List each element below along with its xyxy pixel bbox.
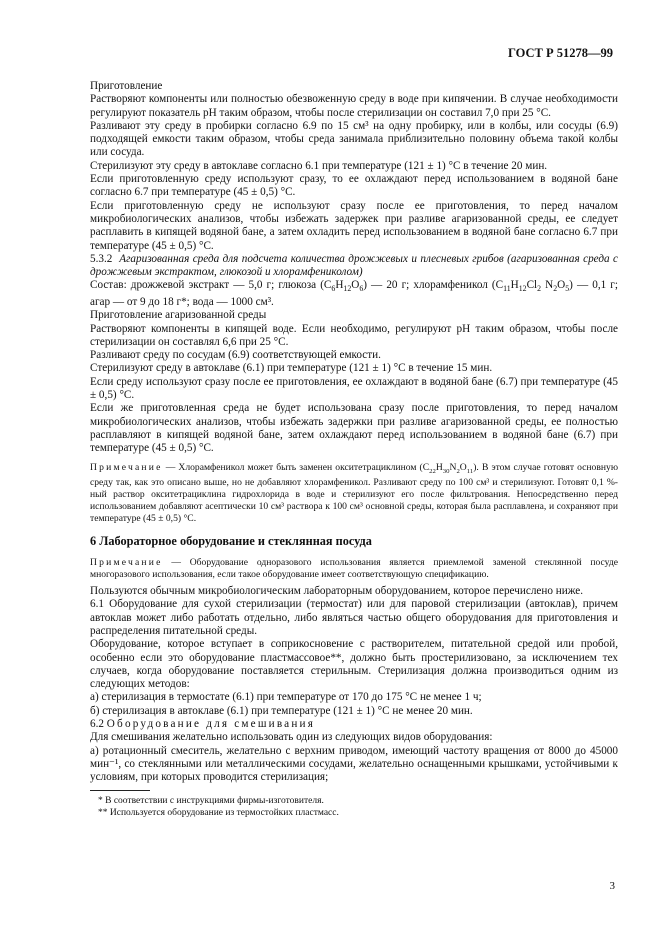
text-run: N xyxy=(541,279,554,292)
paragraph-preparation-heading: Приготовление xyxy=(90,80,163,92)
text-run: — Хлорамфеникол может быть заменен окситетрациклином (C xyxy=(162,461,430,473)
section-6-heading: 6 Лабораторное оборудование и стеклянная посуда xyxy=(90,534,372,549)
subscript: 6 xyxy=(359,284,364,294)
paragraph: Если приготовленную среду не используют сразу после ее приготовления, то перед началом микробиологических анализов, чтобы избежать задержек при разливе агаризованной среды, ее следует расплавить в кипящей водяной бане, а затем охладить перед использованием в водяной бане согласно 6.7 при температуре (45 ± 0,5) °С. xyxy=(90,199,618,252)
note-label: Примечание xyxy=(90,557,163,569)
subscript: 22 xyxy=(429,467,436,475)
text-run: — Оборудование одноразового использования является приемлемой заменой стеклянной посуде многоразового использования, если такое оборудование имеет соответствующую спецификацию. xyxy=(90,557,618,581)
subscript: 11 xyxy=(503,284,511,294)
text-run: O xyxy=(351,279,360,292)
footnote-1: * В соответствии с инструкциями фирмы-изготовителя. xyxy=(98,796,324,807)
page-content xyxy=(90,80,618,819)
subscript: 2 xyxy=(553,284,558,294)
paragraph: Стерилизуют эту среду в автоклаве согласно 6.1 при температуре (121 ± 1) °С в течение 20 мин. xyxy=(90,159,548,172)
footnote-divider xyxy=(90,790,150,791)
subscript: 2 xyxy=(537,284,542,294)
text-run: H xyxy=(435,461,443,473)
section-5-3-2 xyxy=(90,253,618,280)
text-run: Cl xyxy=(526,279,538,292)
subscript: 6 xyxy=(331,284,336,294)
paragraph: Разливают эту среду в пробирки согласно 6.9 по 15 см³ на одну пробирку, или в колбы, или сосуды (6.9) подходящей емкости таким образом, чтобы среда занимала приблизительно половину объема такой колбы или сосуда. xyxy=(90,119,618,159)
note-disposable-equipment xyxy=(90,557,618,581)
paragraph: Оборудование, которое вступает в соприкосновение с растворителем, питательной средой или пробой, особенно если это оборудование пластмассовое**, должно быть простерилизовано, за исключением тех случаев, когда оборудование поставляется стерильным. Стерилизация должна производиться одним из следующих методов: xyxy=(90,638,618,691)
subscript: 12 xyxy=(343,284,352,294)
section-title: Агаризованная среда для подсчета количества дрожжевых и плесневых грибов (агаризованная среда с дрожжевым экстрактом, глюкозой и хлорамфениколом) xyxy=(90,252,618,279)
paragraph: Разливают среду по сосудам (6.9) соответствующей емкости. xyxy=(90,349,381,362)
note-label: Примечание xyxy=(90,461,163,473)
text-run: H xyxy=(335,279,344,292)
text-run: N xyxy=(449,461,457,473)
text-run: O xyxy=(459,461,467,473)
footnote-2: ** Используется оборудование из термостойких пластмасс. xyxy=(98,808,339,819)
subsection-6-2 xyxy=(90,718,618,731)
text-run: ). В этом случае готовят основную среду так, как это описано выше, но не добавляют хлорамфеникол. Разливают среду по 100 см³ и стерилизуют. Готовят 0,1 %-ный раствор окситетрациклина гидрохлорида в воде и стерилизуют его после фильтрования. Непосредственно перед использованием добавляют асептически 10 см³ раствора к 100 см³ основной среды, которая была расплавлена, и сохраняют при температуре (45 ± 0,5) °С. xyxy=(90,461,618,524)
list-item: а) стерилизация в термостате (6.1) при температуре от 170 до 175 °С не менее 1 ч; xyxy=(90,691,482,704)
paragraph: Растворяют компоненты в кипящей воде. Если необходимо, регулируют pH таким образом, чтобы после стерилизации он составлял 6,6 при 25 °С. xyxy=(90,322,618,348)
subscript: 12 xyxy=(518,284,527,294)
text-run: ) — 0,1 г; агар — от 9 до 18 г*; вода — 1000 см³. xyxy=(90,279,618,308)
section-title: Оборудование для смешивания xyxy=(106,718,316,730)
subscript: 2 xyxy=(456,467,460,475)
paragraph: Пользуются обычным микробиологическим лабораторным оборудованием, которое перечислено ниже. xyxy=(90,585,584,598)
note-chloramphenicol xyxy=(90,462,618,525)
paragraph: Если среду используют сразу после ее приготовления, ее охлаждают в водяной бане (6.7) при температуре (45 ± 0,5) °С. xyxy=(90,375,618,402)
paragraph: Если приготовленную среду используют сразу, то ее охлаждают перед использованием в водяной бане согласно 6.7 при температуре (45 ± 0,5) °С. xyxy=(90,173,618,199)
subscript: 30 xyxy=(442,467,450,475)
subscript: 11 xyxy=(466,467,474,475)
paragraph: Приготовление агаризованной среды xyxy=(90,309,267,322)
paragraph: 6.1 Оборудование для сухой стерилизации (термостат) или для паровой стерилизации (автоклав), причем автоклав может либо работать отдельно, либо являться частью общего оборудования для приготовления и распределения питательной среды. xyxy=(90,598,618,637)
paragraph: Растворяют компоненты или полностью обезвоженную среду в воде при кипячении. В случае необходимости регулируют показатель pH таким образом, чтобы после стерилизации он составил 7,0 при 25 °С. xyxy=(90,93,618,119)
text-run: O xyxy=(557,279,566,292)
list-item: б) стерилизация в автоклаве (6.1) при температуре (121 ± 1) °С не менее 20 мин. xyxy=(90,704,473,717)
text-run: ) — 20 г; хлорамфеникол (C xyxy=(363,279,504,292)
paragraph: Если же приготовленная среда не будет использована сразу после приготовления, то перед началом микробиологических анализов, чтобы избежать задержки при разливе агаризованной среды, ее полностью расплавляют в кипящей водяной бане, затем охлаждают перед использованием в водяной бане (6.7) при температуре (45 ± 0,5) °С. xyxy=(90,402,618,455)
text-run: H xyxy=(510,279,519,292)
subscript: 5 xyxy=(565,284,570,294)
paragraph: Стерилизуют среду в автоклаве (6.1) при температуре (121 ± 1) °С в течение 15 мин. xyxy=(90,362,493,375)
section-number: 6.2 xyxy=(90,718,104,730)
composition-paragraph xyxy=(90,279,618,309)
document-id-header: ГОСТ Р 51278—99 xyxy=(507,46,613,60)
page-number: 3 xyxy=(609,880,615,892)
text-run: Состав: дрожжевой экстракт — 5,0 г; глюкоза (C xyxy=(90,279,332,292)
section-number: 5.3.2 xyxy=(90,252,113,265)
paragraph: Для смешивания желательно использовать один из следующих видов оборудования: xyxy=(90,731,493,744)
list-item: а) ротационный смеситель, желательно с верхним приводом, имеющий частоту вращения от 8000 до 45000 мин⁻¹, со стеклянными или металлическими сосудами, желательно оснащенными крышками, устойчивыми к условиям, при которых проводится стерилизация; xyxy=(90,744,618,784)
